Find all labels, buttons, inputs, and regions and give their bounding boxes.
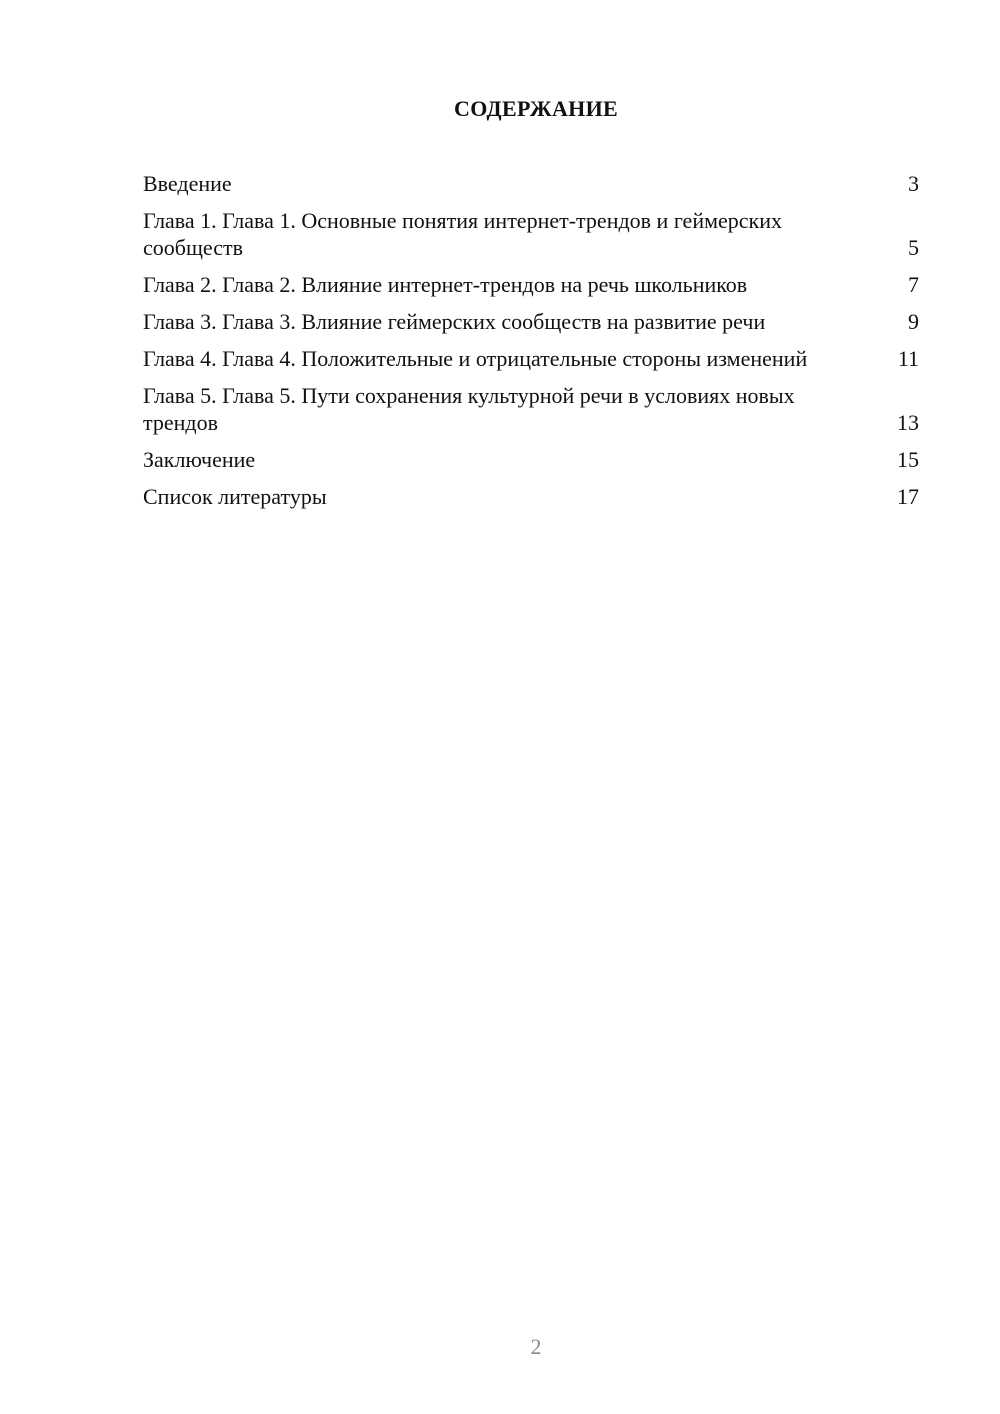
toc-entry-page: 17 xyxy=(897,484,919,509)
toc-entry-text: Введение xyxy=(143,171,232,196)
toc-entry-page: 11 xyxy=(897,346,919,371)
toc-entry-conclusion xyxy=(143,446,919,473)
toc-entry-page: 5 xyxy=(908,235,919,260)
toc-entry-page: 7 xyxy=(908,272,919,297)
toc-entry-text: Список литературы xyxy=(143,484,327,509)
toc-entry-text: Глава 3. Глава 3. Влияние геймерских сообществ на развитие речи xyxy=(143,309,766,334)
toc-entry-text: Глава 5. Глава 5. Пути сохранения культурной речи в условиях новых трендов xyxy=(143,383,795,435)
toc-entry-page: 13 xyxy=(897,410,919,435)
toc-entry-bibliography xyxy=(143,483,919,510)
toc-entry-text: Глава 2. Глава 2. Влияние интернет-трендов на речь школьников xyxy=(143,272,748,297)
toc-entry-text: Глава 1. Глава 1. Основные понятия интернет-трендов и геймерских сообществ xyxy=(143,208,783,260)
toc-entry-page: 3 xyxy=(908,171,919,196)
page-number: 2 xyxy=(530,1334,542,1359)
toc-entry-text: Глава 4. Глава 4. Положительные и отрицательные стороны изменений xyxy=(143,346,808,371)
table-of-contents xyxy=(143,170,919,520)
toc-entry-introduction xyxy=(143,170,919,197)
page-title: СОДЕРЖАНИЕ xyxy=(454,96,618,121)
toc-entry-text: Заключение xyxy=(143,447,256,472)
toc-entry-chapter-2 xyxy=(143,271,919,298)
toc-entry-page: 9 xyxy=(908,309,919,334)
toc-entry-chapter-3 xyxy=(143,308,919,335)
toc-entry-chapter-1 xyxy=(143,207,919,261)
toc-entry-chapter-5 xyxy=(143,382,919,436)
toc-entry-page: 15 xyxy=(897,447,919,472)
toc-entry-chapter-4 xyxy=(143,345,919,372)
